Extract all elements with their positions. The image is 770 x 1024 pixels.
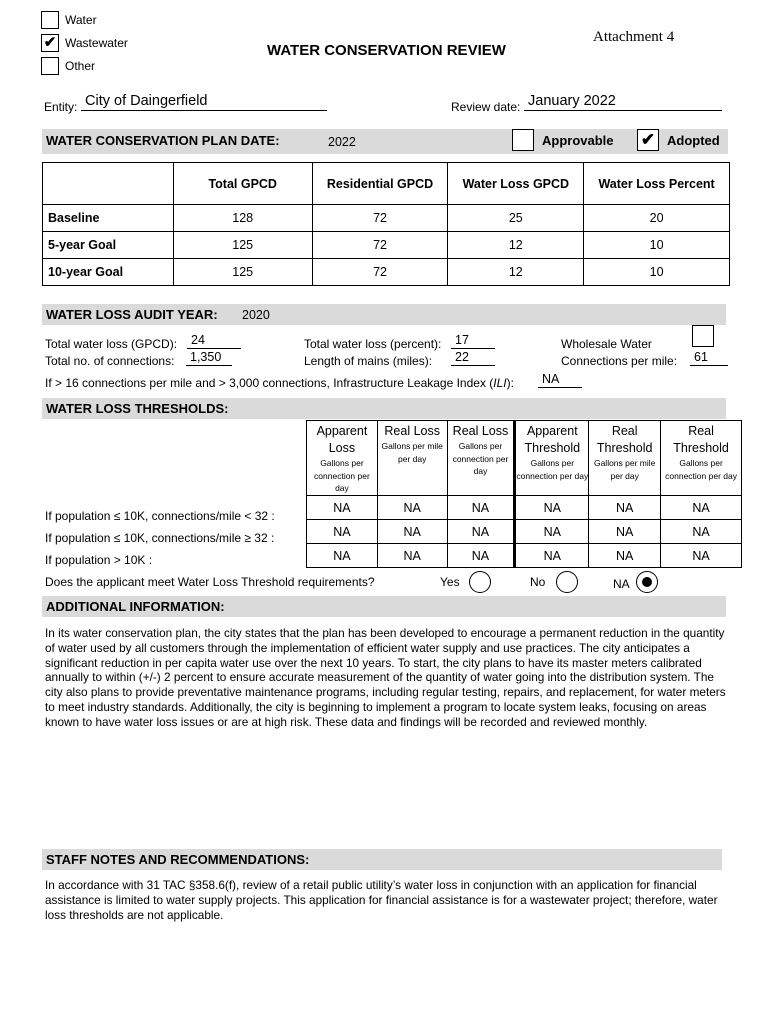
- col-sub: Gallons per connection per day: [516, 458, 589, 481]
- conn-per-mile-label: Connections per mile:: [561, 354, 678, 368]
- table-row: [307, 544, 742, 568]
- additional-info-band: [42, 596, 726, 617]
- gpcd-header-blank: [43, 163, 174, 205]
- gpcd-table: [42, 162, 730, 286]
- staff-notes-label: STAFF NOTES AND RECOMMENDATIONS:: [46, 852, 310, 867]
- wholesale-label: Wholesale Water: [561, 337, 652, 351]
- col-sub: Gallons per mile per day: [381, 441, 443, 464]
- gpcd-header-water-loss: Water Loss GPCD: [448, 163, 584, 205]
- ili-label-text: If > 16 connections per mile and > 3,000 connections, Infrastructure Leakage Index (: [45, 376, 494, 390]
- table-row: [43, 232, 730, 259]
- table-row: [43, 259, 730, 286]
- col-real-loss-conn: [447, 421, 515, 496]
- col-title: Real Threshold: [596, 424, 653, 455]
- connections-label: Total no. of connections:: [45, 354, 175, 368]
- table-cell[interactable]: NA: [661, 520, 742, 544]
- radio-selected-dot: [642, 577, 652, 587]
- table-cell[interactable]: 10: [584, 232, 730, 259]
- plan-date-label: WATER CONSERVATION PLAN DATE:: [46, 133, 280, 148]
- col-real-threshold-mile: [589, 421, 661, 496]
- review-date-label: Review date:: [451, 100, 521, 114]
- thresholds-table: [306, 420, 742, 568]
- additional-info-text: In its water conservation plan, the city states that the plan has been developed to encourage a permanent reduction in the quantity of water used by all customers through the implementation of efficient water supply and use practices. The city anticipates a significant reduction in per capita water use over the next 10 years. To start, the city plans to have its master meters calibrated annually to within (+/-) 2 percent to ensure accurate measurement of the quantity of water going into the distribution system. The city also plans to provide preventative maintenance programs, including regular testing, repairs, and replacement, for water meters to meet industry standards. Additionally, the city is beginning to implement a program to locate system leaks, focusing on areas known to have water loss issues or are at high risk. These data and findings will be recorded and reviewed monthly.: [45, 626, 726, 729]
- table-cell[interactable]: 125: [173, 259, 312, 286]
- table-cell[interactable]: NA: [589, 544, 661, 568]
- page-title: WATER CONSERVATION REVIEW: [267, 42, 506, 59]
- col-apparent-loss: [307, 421, 378, 496]
- table-cell[interactable]: NA: [377, 544, 447, 568]
- col-sub: Gallons per mile per day: [593, 458, 656, 481]
- table-cell[interactable]: 72: [312, 259, 448, 286]
- col-title: Real Loss: [384, 424, 440, 438]
- total-loss-pct-field[interactable]: 17: [451, 333, 495, 349]
- table-cell[interactable]: 25: [448, 205, 584, 232]
- ili-label-end: ):: [506, 376, 514, 390]
- table-row: [43, 205, 730, 232]
- row-label: 5-year Goal: [43, 232, 174, 259]
- approvable-checkbox[interactable]: [512, 129, 534, 151]
- total-loss-gpcd-field[interactable]: 24: [187, 333, 241, 349]
- threshold-row-label: If population ≤ 10K, connections/mile < 32 :: [45, 509, 275, 523]
- staff-notes-band: [42, 849, 722, 870]
- table-cell[interactable]: NA: [661, 496, 742, 520]
- wastewater-checkbox-label: Wastewater: [65, 36, 128, 50]
- plan-date-value[interactable]: 2022: [328, 135, 356, 149]
- wholesale-checkbox[interactable]: [692, 325, 714, 347]
- mains-field[interactable]: 22: [451, 350, 495, 366]
- yes-label: Yes: [440, 575, 460, 589]
- table-cell[interactable]: NA: [307, 496, 378, 520]
- table-cell[interactable]: NA: [515, 520, 589, 544]
- table-cell[interactable]: NA: [447, 520, 515, 544]
- table-cell[interactable]: NA: [515, 496, 589, 520]
- gpcd-header-loss-percent: Water Loss Percent: [584, 163, 730, 205]
- entity-field[interactable]: City of Daingerfield: [81, 92, 327, 111]
- table-cell[interactable]: 72: [312, 205, 448, 232]
- review-date-field[interactable]: January 2022: [524, 92, 722, 111]
- table-cell[interactable]: NA: [377, 496, 447, 520]
- table-cell[interactable]: 12: [448, 232, 584, 259]
- table-cell[interactable]: NA: [589, 496, 661, 520]
- plan-date-band: [42, 129, 728, 154]
- na-radio[interactable]: [636, 571, 658, 593]
- audit-year-value[interactable]: 2020: [242, 308, 270, 322]
- water-checkbox-label: Water: [65, 13, 97, 27]
- total-loss-pct-label: Total water loss (percent):: [304, 337, 442, 351]
- row-label: 10-year Goal: [43, 259, 174, 286]
- attachment-label: Attachment 4: [593, 29, 675, 45]
- col-sub: Gallons per connection per day: [452, 441, 509, 476]
- ili-label: [45, 376, 514, 390]
- table-cell[interactable]: NA: [447, 544, 515, 568]
- threshold-row-label: If population > 10K :: [45, 553, 153, 567]
- gpcd-header-total: Total GPCD: [173, 163, 312, 205]
- col-title: Apparent Threshold: [524, 424, 581, 455]
- wastewater-checkbox[interactable]: ✔: [41, 34, 59, 52]
- table-row: [307, 496, 742, 520]
- table-row: [307, 520, 742, 544]
- table-cell[interactable]: NA: [661, 544, 742, 568]
- conn-per-mile-field[interactable]: 61: [690, 350, 728, 366]
- table-cell[interactable]: 72: [312, 232, 448, 259]
- table-cell[interactable]: NA: [589, 520, 661, 544]
- adopted-checkbox[interactable]: ✔: [637, 129, 659, 151]
- col-sub: Gallons per connection per day: [665, 458, 737, 481]
- other-checkbox-label: Other: [65, 59, 96, 73]
- na-label: NA: [613, 577, 630, 591]
- col-title: Apparent Loss: [316, 424, 368, 455]
- approvable-label: Approvable: [542, 133, 614, 148]
- threshold-row-label: If population ≤ 10K, connections/mile ≥ 32 :: [45, 531, 275, 545]
- water-checkbox[interactable]: [41, 11, 59, 29]
- table-cell[interactable]: 12: [448, 259, 584, 286]
- thresholds-label: WATER LOSS THRESHOLDS:: [46, 401, 229, 416]
- staff-notes-text: In accordance with 31 TAC §358.6(f), review of a retail public utility’s water loss in conjunction with an application for financial assistance is limited to water supply projects. This application for financial assistance is for a wastewater project; therefore, water loss thresholds are not applicable.: [45, 878, 718, 922]
- row-label: Baseline: [43, 205, 174, 232]
- gpcd-header-residential: Residential GPCD: [312, 163, 448, 205]
- adopted-label: Adopted: [667, 133, 720, 148]
- table-cell[interactable]: 128: [173, 205, 312, 232]
- col-title: Real Threshold: [673, 424, 729, 455]
- audit-year-label: WATER LOSS AUDIT YEAR:: [46, 307, 218, 322]
- audit-year-band: [42, 304, 726, 325]
- thresholds-band: [42, 398, 726, 419]
- table-cell[interactable]: NA: [377, 520, 447, 544]
- yes-radio[interactable]: [469, 571, 491, 593]
- col-real-loss-mile: [377, 421, 447, 496]
- additional-info-label: ADDITIONAL INFORMATION:: [46, 599, 225, 614]
- connections-field[interactable]: 1,350: [186, 350, 232, 366]
- table-cell[interactable]: NA: [307, 544, 378, 568]
- col-sub: Gallons per connection per day: [314, 458, 370, 493]
- col-apparent-threshold: [515, 421, 589, 496]
- table-cell[interactable]: 125: [173, 232, 312, 259]
- col-title: Real Loss: [452, 424, 509, 438]
- no-radio[interactable]: [556, 571, 578, 593]
- threshold-question: Does the applicant meet Water Loss Threshold requirements?: [45, 575, 375, 589]
- entity-label: Entity:: [44, 100, 78, 114]
- mains-label: Length of mains (miles):: [304, 354, 433, 368]
- ili-field[interactable]: NA: [538, 372, 582, 388]
- no-label: No: [530, 575, 546, 589]
- ili-abbr: ILI: [493, 376, 507, 390]
- total-loss-gpcd-label: Total water loss (GPCD):: [45, 337, 178, 351]
- table-cell[interactable]: 10: [584, 259, 730, 286]
- col-real-threshold-conn: [661, 421, 742, 496]
- table-cell[interactable]: NA: [447, 496, 515, 520]
- table-cell[interactable]: 20: [584, 205, 730, 232]
- table-cell[interactable]: NA: [307, 520, 378, 544]
- table-cell[interactable]: NA: [515, 544, 589, 568]
- other-checkbox[interactable]: [41, 57, 59, 75]
